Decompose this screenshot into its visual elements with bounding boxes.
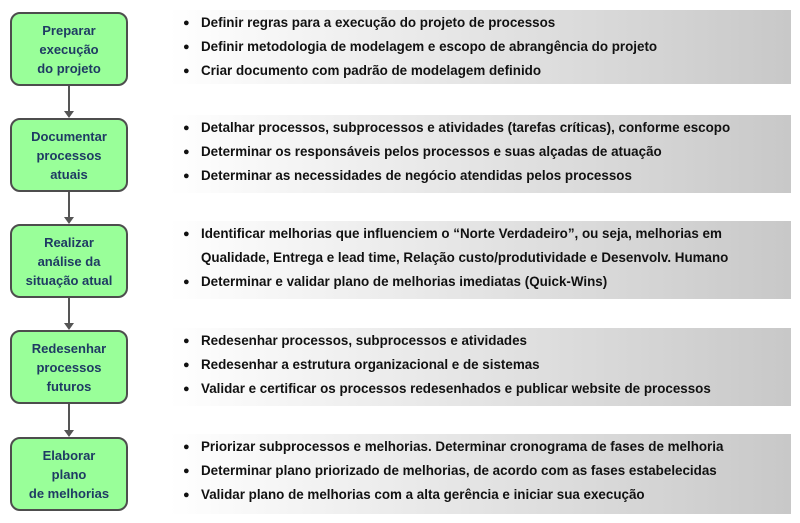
bullet-icon: ● <box>183 17 190 29</box>
stage-label-line: Realizar <box>44 234 94 250</box>
activity-item <box>183 271 787 293</box>
stage-label-line: análise da <box>37 253 101 269</box>
activity-item-text: Determinar os responsáveis pelos processos e suas alçadas de atuação <box>201 144 662 159</box>
activity-item <box>183 484 787 506</box>
bullet-icon: ● <box>183 359 190 371</box>
stage-label-line: situação atual <box>25 272 113 288</box>
activity-panel <box>169 115 791 193</box>
activity-item <box>183 117 787 139</box>
arrow-down-icon <box>64 111 74 118</box>
activity-item-text: Qualidade, Entrega e lead time, Relação custo/produtividade e Desenvolv. Humano <box>201 250 729 265</box>
bullet-icon: ● <box>183 146 190 158</box>
activity-item <box>183 460 787 482</box>
activity-item-text: Identificar melhorias que influenciem o “Norte Verdadeiro”, ou seja, melhorias em <box>201 226 722 241</box>
stage-label-line: Elaborar <box>42 447 96 463</box>
activity-item <box>183 436 787 458</box>
bullet-icon: ● <box>183 441 190 453</box>
stage-label-line: do projeto <box>37 60 101 76</box>
activity-item <box>183 141 787 163</box>
bullet-icon: ● <box>183 65 190 77</box>
activity-panel <box>169 221 791 299</box>
activity-item <box>183 247 787 269</box>
activity-item <box>183 60 787 82</box>
activity-item-text: Redesenhar processos, subprocessos e atividades <box>201 333 527 348</box>
activity-panel <box>169 328 791 406</box>
activity-item <box>183 330 787 352</box>
activity-item-text: Determinar as necessidades de negócio atendidas pelos processos <box>201 168 632 183</box>
connector-line <box>68 86 70 111</box>
stage-label-line: Preparar <box>42 22 96 38</box>
stage-label-line: processos <box>36 147 102 163</box>
bullet-icon: ● <box>183 122 190 134</box>
activity-panel <box>169 434 791 514</box>
activity-item <box>183 165 787 187</box>
activity-item-text: Validar e certificar os processos redesenhados e publicar website de processos <box>201 381 711 396</box>
activity-item-text: Determinar e validar plano de melhorias imediatas (Quick-Wins) <box>201 274 608 289</box>
stage-label-line: execução <box>39 41 99 57</box>
stage-label-line: Documentar <box>31 128 107 144</box>
activity-item-text: Determinar plano priorizado de melhorias, de acordo com as fases estabelecidas <box>201 463 717 478</box>
stage-box <box>10 437 128 511</box>
activity-item <box>183 378 787 400</box>
stage-label-line: Redesenhar <box>31 340 107 356</box>
bullet-icon: ● <box>183 383 190 395</box>
activity-item-text: Validar plano de melhorias com a alta gerência e iniciar sua execução <box>201 487 645 502</box>
activity-item-text: Redesenhar a estrutura organizacional e de sistemas <box>201 357 540 372</box>
stage-box <box>10 118 128 192</box>
stage-label-line: de melhorias <box>28 485 110 501</box>
bullet-icon: ● <box>183 228 190 240</box>
arrow-down-icon <box>64 430 74 437</box>
activity-item-text: Definir regras para a execução do projeto de processos <box>201 15 556 30</box>
bullet-icon: ● <box>183 489 190 501</box>
stage-label-line: plano <box>51 466 87 482</box>
activity-item-text: Definir metodologia de modelagem e escopo de abrangência do projeto <box>201 39 658 54</box>
arrow-down-icon <box>64 217 74 224</box>
connector-line <box>68 404 70 430</box>
activity-item-text: Priorizar subprocessos e melhorias. Determinar cronograma de fases de melhoria <box>201 439 724 454</box>
stage-label-line: processos <box>36 359 102 375</box>
connector-line <box>68 298 70 323</box>
bullet-icon: ● <box>183 276 190 288</box>
bullet-icon: ● <box>183 465 190 477</box>
arrow-down-icon <box>64 323 74 330</box>
stage-box <box>10 224 128 298</box>
bullet-icon: ● <box>183 170 190 182</box>
stage-label-line: futuros <box>46 378 92 394</box>
bullet-icon: ● <box>183 335 190 347</box>
connector-line <box>68 192 70 217</box>
activity-item <box>183 354 787 376</box>
activity-panel <box>169 10 791 84</box>
bullet-icon: ● <box>183 41 190 53</box>
activity-item-text: Criar documento com padrão de modelagem definido <box>201 63 542 78</box>
stage-box <box>10 12 128 86</box>
activity-item-text: Detalhar processos, subprocessos e atividades (tarefas críticas), conforme escopo <box>201 120 731 135</box>
activity-item <box>183 223 787 245</box>
stage-label-line: atuais <box>50 166 88 182</box>
activity-item <box>183 12 787 34</box>
stage-box <box>10 330 128 404</box>
activity-item <box>183 36 787 58</box>
